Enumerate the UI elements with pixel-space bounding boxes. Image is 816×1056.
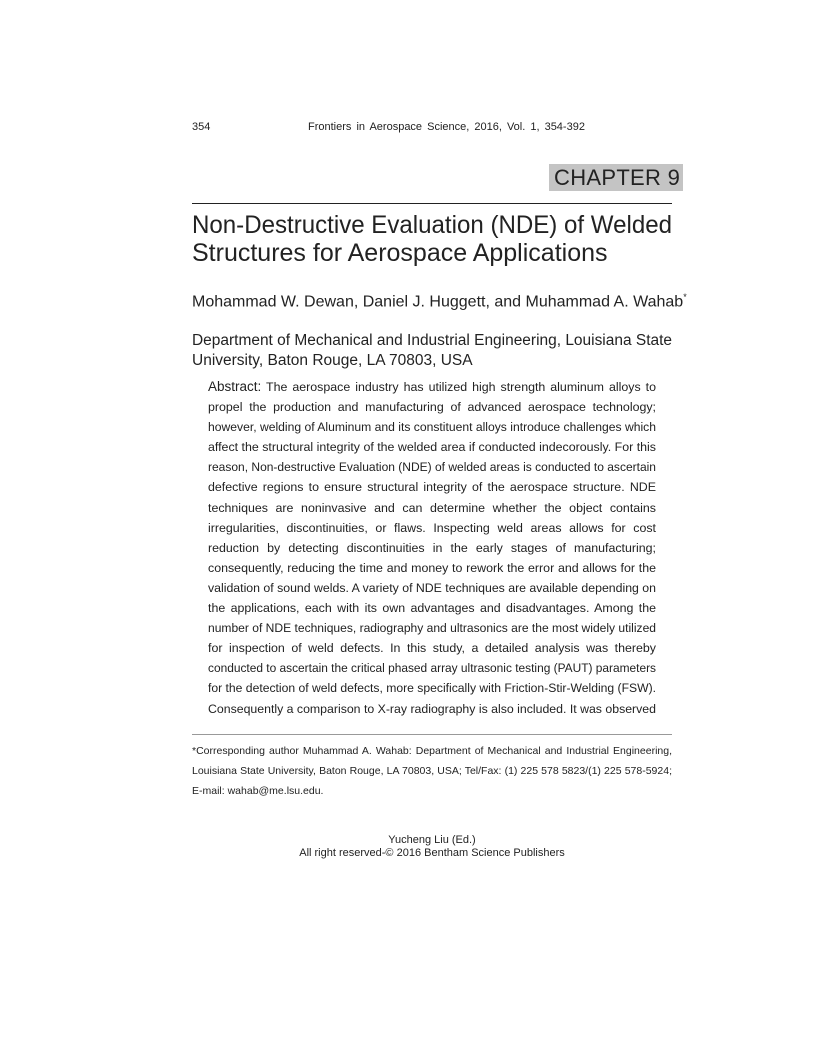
title-divider bbox=[192, 203, 672, 204]
abstract-line: defective regions to ensure structural integrity of the aerospace structure. NDE bbox=[208, 480, 656, 495]
editor: Yucheng Liu (Ed.) bbox=[388, 834, 476, 846]
page-title bbox=[192, 211, 672, 267]
abstract-line: conducted to ascertain the critical phased array ultrasonic testing (PAUT) parameters bbox=[208, 661, 656, 676]
abstract-label: Abstract: bbox=[208, 379, 262, 394]
footnote-line: E-mail: wahab@me.lsu.edu. bbox=[192, 785, 324, 797]
abstract-line: affect the structural integrity of the welded area if conducted indecorously. For this bbox=[208, 440, 656, 455]
title-line: Structures for Aerospace Applications bbox=[192, 239, 608, 267]
abstract-line: consequently, reducing the time and money to rework the error and allows for the bbox=[208, 560, 656, 575]
affiliation-line: University, Baton Rouge, LA 70803, USA bbox=[192, 352, 473, 369]
abstract-line: the applications, each with its own advantages and disadvantages. Among the bbox=[208, 601, 656, 616]
abstract-line: for inspection of weld defects. In this study, a detailed analysis was thereby bbox=[208, 641, 656, 656]
abstract-line: however, welding of Aluminum and its constituent alloys introduce challenges which bbox=[208, 420, 656, 435]
corresponding-mark: * bbox=[683, 292, 687, 302]
footnote bbox=[192, 741, 672, 801]
abstract-text: The aerospace industry has utilized high strength aluminum alloys to bbox=[261, 380, 656, 394]
page-footer bbox=[232, 834, 632, 860]
abstract-line: techniques are noninvasive and can determine whether the object contains bbox=[208, 500, 656, 515]
abstract-line: validation of sound welds. A variety of NDE techniques are available depending on bbox=[208, 580, 656, 595]
footnote-line: Louisiana State University, Baton Rouge, LA 70803, USA; Tel/Fax: (1) 225 578 5823/(1) 225 578-5924; bbox=[192, 765, 672, 777]
abstract-line: reason, Non-destructive Evaluation (NDE) of welded areas is conducted to ascertain bbox=[208, 460, 656, 475]
footnote-divider bbox=[192, 734, 672, 735]
title-line: Non-Destructive Evaluation (NDE) of Welded bbox=[192, 211, 672, 239]
abstract-line: for the detection of weld defects, more specifically with Friction-Stir-Welding (FSW). bbox=[208, 681, 656, 696]
abstract bbox=[208, 377, 656, 719]
abstract-line: propel the production and manufacturing of advanced aerospace technology; bbox=[208, 400, 656, 415]
copyright: All right reserved-© 2016 Bentham Science Publishers bbox=[299, 847, 565, 859]
authors bbox=[192, 287, 687, 312]
affiliation bbox=[192, 331, 672, 371]
abstract-line bbox=[208, 377, 656, 397]
abstract-line: reduction by detecting discontinuities in the early stages of manufacturing; bbox=[208, 540, 656, 555]
abstract-line: number of NDE techniques, radiography and ultrasonics are the most widely utilized bbox=[208, 621, 656, 636]
page-number: 354 bbox=[192, 121, 211, 133]
abstract-line: Consequently a comparison to X-ray radiography is also included. It was observed bbox=[208, 701, 656, 716]
running-header: Frontiers in Aerospace Science, 2016, Vol. 1, 354-392 bbox=[308, 121, 585, 133]
affiliation-line: Department of Mechanical and Industrial Engineering, Louisiana State bbox=[192, 332, 672, 349]
author-names: Mohammad W. Dewan, Daniel J. Huggett, and Muhammad A. Wahab bbox=[192, 293, 684, 311]
abstract-line: irregularities, discontinuities, or flaws. Inspecting weld areas allows for cost bbox=[208, 520, 656, 535]
footnote-line: *Corresponding author Muhammad A. Wahab: Department of Mechanical and Industrial Engineering, bbox=[192, 745, 672, 757]
chapter-label: CHAPTER 9 bbox=[549, 164, 683, 191]
